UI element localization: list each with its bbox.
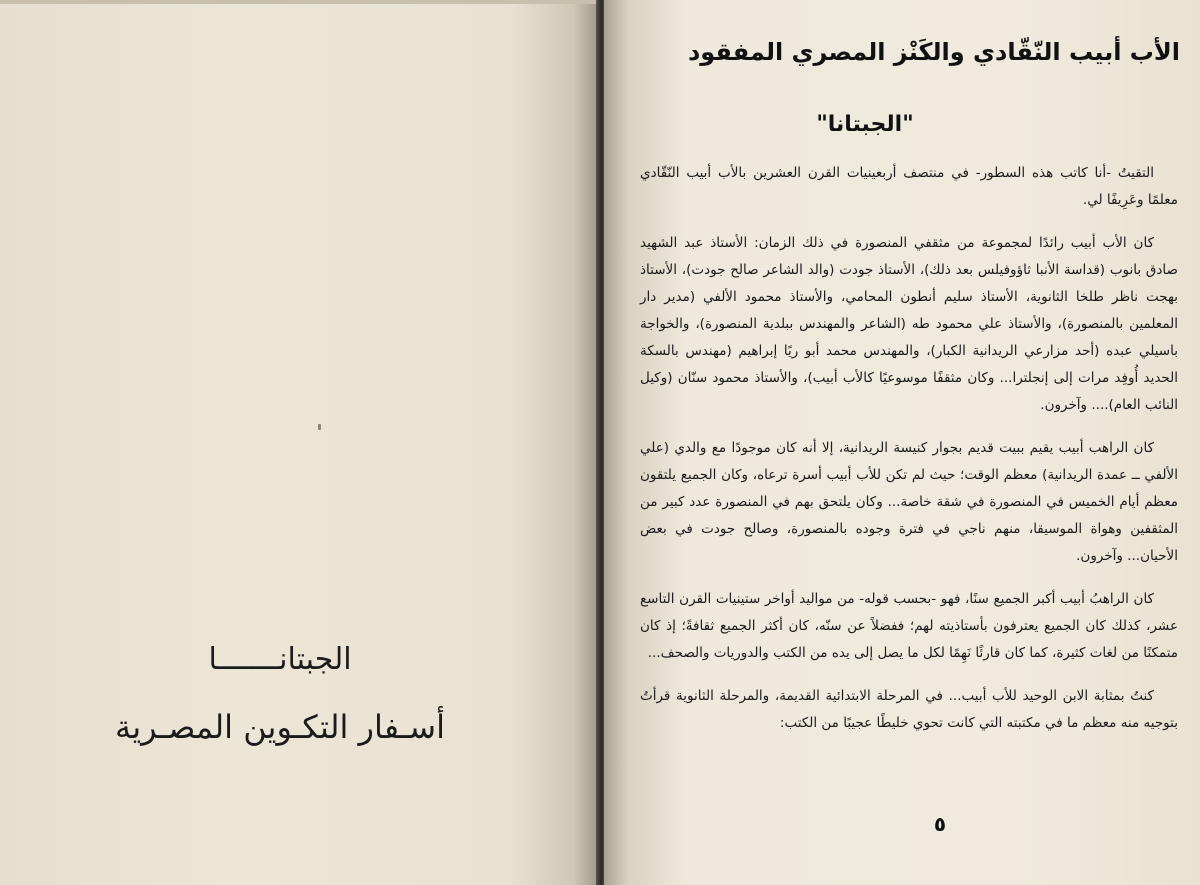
- paragraph-1: التقيتُ -أنا كاتب هذه السطور- في منتصف أربعينيات القرن العشرين بالأب أبيب النّقّادي معلمًا وعَرِيفًا لي.: [640, 165, 1178, 208]
- paragraph-5: كنتُ بمثابة الابن الوحيد للأب أبيب... في المرحلة الابتدائية القديمة، والمرحلة الثانوية قرأتُ بتوجيه منه معظم ما في مكتبته التي كانت تحوي خليطًا عجيبًا من الكتب:: [640, 688, 1178, 731]
- chapter-subtitle: "الجبتانا": [816, 112, 914, 137]
- chapter-title: الأب أبيب النّقّادي والكَنْز المصري المفقود: [687, 38, 1180, 66]
- paper-speck: [318, 424, 321, 430]
- left-title-line2: أسـفار التكـوين المصـرية: [115, 708, 445, 746]
- page-edge: [0, 0, 598, 4]
- paragraph-4: كان الراهبُ أبيب أكبر الجميع سنًا، فهو -بحسب قوله- من مواليد أواخر ستينيات القرن التاسع عشر، كذلك كان الجميع يعترفون بأستاذيته لهم؛ ففضلاً عن سنّه، كان أكثر الجميع ثقافةً؛ إذ كان متمكنًا من لغات كثيرة، كما كان قارئًا نَهِمًا لكل ما يصل إلى يده من الكتب والدوريات والصحف...: [640, 591, 1178, 661]
- left-page: [0, 0, 598, 885]
- paragraph-2: كان الأب أبيب رائدًا لمجموعة من مثقفي المنصورة في ذلك الزمان: الأستاذ عبد الشهيد صادق بانوب (قداسة الأنبا ثاؤوفيلس بعد ذلك)، الأستاذ جودت (والد الشاعر صالح جودت)، الأستاذ بهجت ناظر طلخا الثانوية، الأستاذ سليم أنطون المحامي، والأستاذ محمود الألفي (مدير دار المعلمين بالمنصورة)، والأستاذ علي محمود طه (الشاعر والمهندس ببلدية المنصورة)، والخواجة باسيلي عبده (أحد مزارعي الريدانية الكبار)، والمهندس محمد أبو ريًا إبراهيم (مهندس بالسكة الحديد أُوفِد مرات إلى إنجلترا... وكان مثقفًا موسوعيًا كالأب أبيب)، والأستاذ محمود سنّان (وكيل النائب العام).... وآخرون.: [640, 235, 1178, 413]
- left-title-line1: الجبتانـــــــا: [208, 642, 352, 677]
- body-text: [640, 160, 1178, 753]
- page-number: ٥: [933, 812, 947, 836]
- paragraph-3: كان الراهب أبيب يقيم ببيت قديم بجوار كنيسة الريدانية، إلا أنه كان موجودًا مع والدي (علي الألفي ــ عمدة الريدانية) معظم الوقت؛ حيث لم تكن للأب أبيب أسرة ترعاه، وكان الجميع يلتقون معظم أيام الخميس في المنصورة في شقة خاصة... وكان يلتحق بهم في المنصورة عدد كبير من المثقفين وهواة الموسيقا، منهم ناجي في فترة وجوده بالمنصورة، وصالح جودت في بعض الأحيان... وآخرون.: [640, 440, 1178, 564]
